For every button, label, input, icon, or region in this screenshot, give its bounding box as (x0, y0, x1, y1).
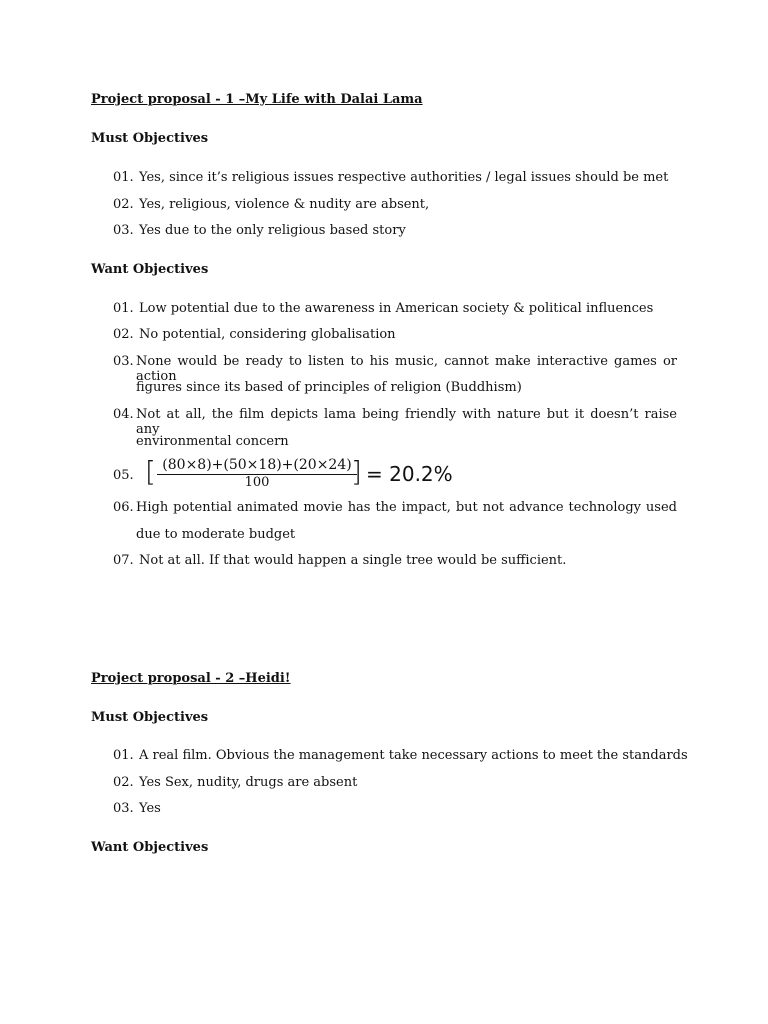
item-text-line: None would be ready to listen to his music, cannot make interactive games or action (136, 354, 677, 384)
item-text-line: High potential animated movie has the impact, but not advance technology used (136, 500, 677, 515)
item-number: 03. (113, 223, 134, 238)
item-text: A real film. Obvious the management take necessary actions to meet the standards (139, 748, 688, 763)
proposal-2-want-heading: Want Objectives (91, 840, 209, 855)
formula-fraction (157, 457, 357, 490)
item-text-line: due to moderate budget (136, 527, 296, 542)
item-text-line: Not at all, the film depicts lama being friendly with nature but it doesn’t raise any (136, 407, 677, 437)
item-number: 01. (113, 170, 134, 185)
formula-item (113, 456, 473, 492)
list-item-number: 03. (113, 354, 134, 369)
item-text: No potential, considering globalisation (139, 327, 396, 342)
proposal-1-want-heading: Want Objectives (91, 262, 209, 277)
item-number: 03. (113, 801, 134, 816)
list-item (113, 775, 357, 790)
item-text-line: environmental concern (136, 434, 289, 449)
list-item (113, 801, 161, 816)
item-text: Yes due to the only religious based story (139, 223, 406, 238)
right-bracket: ] (351, 455, 362, 488)
item-number: 01. (113, 301, 134, 316)
left-bracket: [ (145, 455, 156, 488)
item-number: 05. (113, 468, 134, 483)
list-item (113, 170, 668, 185)
item-number: 02. (113, 775, 134, 790)
list-item-number: 06. (113, 500, 134, 515)
list-item (113, 553, 566, 568)
item-text: Yes Sex, nudity, drugs are absent (139, 775, 358, 790)
proposal-2-must-heading: Must Objectives (91, 710, 209, 725)
item-text: Not at all. If that would happen a single tree would be sufficient. (139, 553, 567, 568)
item-text: Low potential due to the awareness in American society & political influences (139, 301, 654, 316)
item-text-line: figures since its based of principles of religion (Buddhism) (136, 380, 522, 395)
list-item-number: 04. (113, 407, 134, 422)
list-item (113, 327, 396, 342)
item-number: 02. (113, 197, 134, 212)
formula-result: = 20.2% (366, 462, 453, 486)
item-number: 02. (113, 327, 134, 342)
proposal-2-title: Project proposal - 2 –Heidi! (91, 671, 291, 686)
list-item (113, 197, 429, 212)
list-item (113, 748, 688, 763)
item-text: Yes, religious, violence & nudity are absent, (139, 197, 430, 212)
proposal-1-must-heading: Must Objectives (91, 131, 209, 146)
item-number: 07. (113, 553, 134, 568)
item-text: Yes (139, 801, 161, 816)
formula-numerator: (80×8)+(50×18)+(20×24) (157, 457, 357, 475)
proposal-1-title: Project proposal - 1 –My Life with Dalai Lama (91, 92, 423, 107)
item-text: Yes, since it’s religious issues respective authorities / legal issues should be met (139, 170, 669, 185)
item-number: 01. (113, 748, 134, 763)
list-item (113, 223, 406, 238)
list-item (113, 301, 653, 316)
formula-denominator: 100 (244, 475, 270, 490)
